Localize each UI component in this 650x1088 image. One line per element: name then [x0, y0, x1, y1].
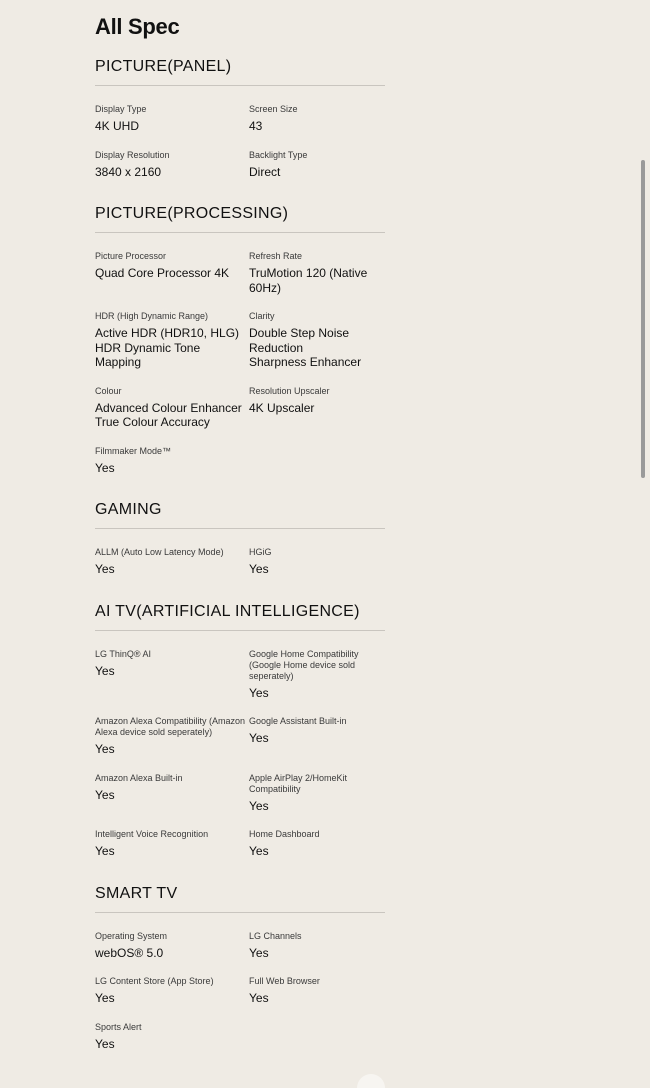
spec-value-line: Yes	[95, 787, 115, 802]
spec-value-line: Quad Core Processor 4K	[95, 266, 230, 280]
spec-value	[249, 326, 385, 370]
spec-label: Colour	[95, 385, 122, 396]
spec-value	[95, 266, 249, 281]
spec-item	[249, 311, 385, 370]
spec-item	[249, 649, 385, 701]
spec-value-line: Yes	[249, 685, 269, 700]
spec-item	[95, 773, 249, 814]
spec-value-line: HDR Dynamic Tone Mapping	[95, 340, 201, 369]
spec-item	[95, 446, 249, 476]
spec-value	[249, 686, 385, 701]
spec-item	[249, 773, 385, 814]
spec-section	[95, 205, 385, 475]
spec-value	[249, 991, 385, 1006]
spec-label: ALLM (Auto Low Latency Mode)	[95, 547, 224, 557]
spec-value-line: Yes	[95, 991, 115, 1005]
scrollbar-thumb[interactable]	[641, 160, 645, 478]
spec-value-line: Direct	[249, 164, 281, 179]
spec-value	[95, 165, 249, 180]
spec-value	[95, 562, 249, 577]
spec-value	[95, 664, 249, 679]
spec-label: Resolution Upscaler	[249, 385, 330, 396]
spec-item	[95, 976, 249, 1006]
spec-label: Screen Size	[249, 104, 298, 114]
spec-value-line: 43	[249, 119, 263, 133]
spec-value	[249, 731, 385, 746]
spec-value	[249, 401, 385, 416]
spec-grid	[95, 547, 385, 577]
section-title: PICTURE(PROCESSING)	[95, 205, 385, 233]
spec-value	[249, 119, 385, 134]
spec-item	[95, 547, 249, 577]
spec-section	[95, 603, 385, 859]
spec-value-line: Yes	[249, 731, 269, 745]
spec-section	[95, 58, 385, 179]
spec-label: Amazon Alexa Built-in	[95, 772, 183, 783]
spec-item	[249, 716, 385, 757]
spec-value-line: Yes	[95, 742, 115, 756]
spec-value	[249, 165, 385, 180]
spec-value-line: Yes	[249, 798, 269, 813]
section-title: AI TV(ARTIFICIAL INTELLIGENCE)	[95, 603, 385, 631]
spec-value-line: True Colour Accuracy	[95, 415, 210, 429]
page-title: All Spec	[95, 14, 180, 39]
spec-value-line: Advanced Colour Enhancer	[95, 400, 242, 415]
spec-label: Sports Alert	[95, 1021, 142, 1032]
spec-value	[249, 946, 385, 961]
spec-value	[95, 1037, 249, 1052]
spec-value-line: webOS® 5.0	[95, 945, 164, 960]
spec-item	[95, 649, 249, 701]
spec-item	[95, 931, 249, 961]
spec-value	[249, 799, 385, 814]
spec-item	[95, 251, 249, 295]
spec-label: Operating System	[95, 930, 168, 941]
section-title: SMART TV	[95, 885, 385, 913]
spec-grid	[95, 104, 385, 179]
spec-label: LG Channels	[249, 930, 302, 941]
spec-value-line: Sharpness Enhancer	[249, 355, 362, 369]
spec-item	[95, 1022, 249, 1052]
spec-item	[249, 251, 385, 295]
section-title: GAMING	[95, 501, 385, 529]
spec-value-line: 4K UHD	[95, 119, 140, 133]
spec-label: Display Type	[95, 104, 147, 114]
spec-item	[95, 104, 249, 134]
spec-label: Backlight Type	[249, 149, 308, 160]
spec-value-line: Yes	[95, 844, 115, 858]
spec-value	[249, 266, 385, 295]
spec-value	[95, 991, 249, 1006]
section-title: PICTURE(PANEL)	[95, 58, 385, 86]
spec-value	[95, 461, 249, 476]
spec-label: Home Dashboard	[249, 829, 320, 839]
spec-item	[95, 311, 249, 370]
spec-value-line: Yes	[249, 991, 269, 1005]
spec-label: Full Web Browser	[249, 976, 320, 986]
spec-label: Refresh Rate	[249, 251, 303, 261]
spec-value	[95, 326, 249, 370]
spec-label: HGiG	[249, 547, 272, 557]
spec-value-line: Yes	[95, 1036, 115, 1051]
spec-item	[249, 104, 385, 134]
spec-label: Display Resolution	[95, 149, 170, 160]
spec-item	[249, 829, 385, 859]
spec-value	[95, 401, 249, 430]
spec-label: LG Content Store (App Store)	[95, 976, 214, 986]
spec-value-line: Active HDR (HDR10, HLG)	[95, 326, 240, 340]
spec-value-line: Yes	[95, 663, 115, 678]
spec-value-line: Yes	[95, 460, 115, 475]
spec-sections	[95, 58, 385, 1051]
spec-item	[95, 150, 249, 180]
spec-value	[95, 946, 249, 961]
spec-grid	[95, 251, 385, 475]
spec-item	[95, 386, 249, 430]
spec-value-line: TruMotion 120 (Native 60Hz)	[249, 266, 368, 295]
spec-value-line: 4K Upscaler	[249, 400, 315, 415]
spec-item	[95, 829, 249, 859]
spec-label: Clarity	[249, 311, 275, 321]
spec-grid	[95, 649, 385, 859]
spec-label: Google Home Compatibility (Google Home device sold seperately)	[249, 648, 359, 681]
spec-value	[95, 788, 249, 803]
spec-value	[95, 844, 249, 859]
spec-section	[95, 501, 385, 577]
spec-grid	[95, 931, 385, 1052]
spec-value-line: Double Step Noise Reduction	[249, 326, 350, 355]
spec-label: Amazon Alexa Compatibility (Amazon Alexa device sold seperately)	[95, 716, 246, 737]
spec-label: LG ThinQ® AI	[95, 648, 151, 659]
spec-item	[249, 150, 385, 180]
spec-item	[249, 386, 385, 430]
spec-label: HDR (High Dynamic Range)	[95, 311, 209, 321]
spec-value-line: Yes	[249, 945, 269, 960]
spec-page	[95, 10, 385, 1077]
spec-value-line: Yes	[249, 562, 269, 576]
spec-value-line: 3840 x 2160	[95, 164, 162, 179]
spec-item	[249, 547, 385, 577]
spec-item	[249, 931, 385, 961]
spec-label: Picture Processor	[95, 251, 167, 261]
spec-item	[249, 976, 385, 1006]
spec-value-line: Yes	[249, 844, 269, 858]
spec-value	[249, 844, 385, 859]
spec-label: Intelligent Voice Recognition	[95, 829, 209, 839]
spec-label: Apple AirPlay 2/HomeKit Compatibility	[249, 772, 348, 794]
spec-label: Filmmaker Mode™	[95, 445, 172, 456]
spec-value-line: Yes	[95, 562, 115, 576]
spec-value	[95, 119, 249, 134]
spec-value	[249, 562, 385, 577]
spec-item	[95, 716, 249, 757]
spec-value	[95, 742, 249, 757]
spec-section	[95, 885, 385, 1052]
spec-label: Google Assistant Built-in	[249, 716, 347, 726]
